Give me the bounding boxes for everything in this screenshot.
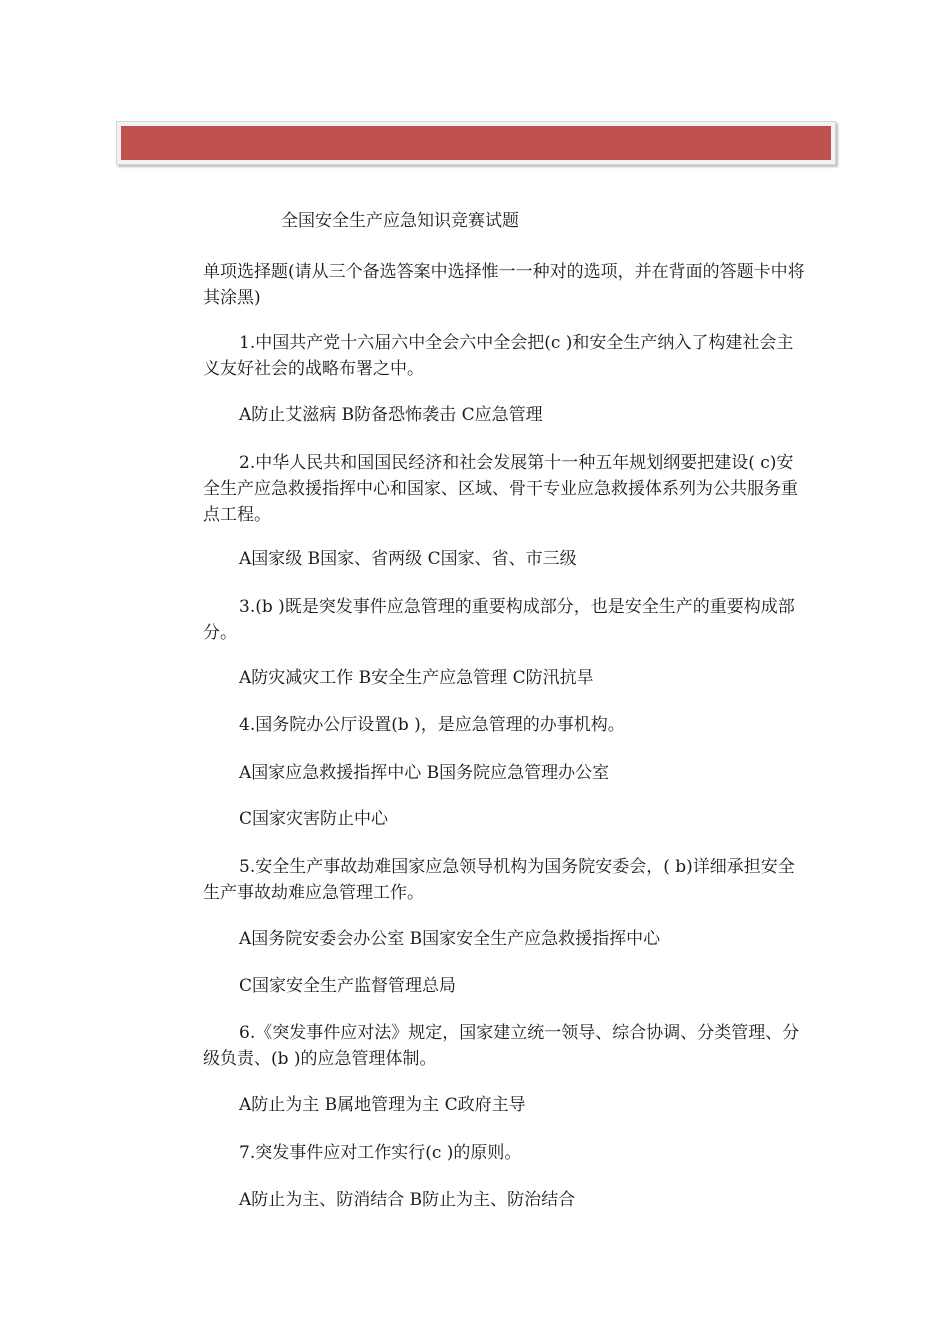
question-2-options: A国家级 B国家、省两级 C国家、省、市三级 (239, 549, 577, 569)
question-4-options-line-2: C国家灾害防止中心 (239, 809, 389, 829)
question-6: 6.《突发事件应对法》规定，国家建立统一领导、综合协调、分类管理、分级负责、(b )的应急管理体制。 (203, 1023, 800, 1069)
question-5-options-line-2: C国家安全生产监督管理总局 (239, 976, 457, 996)
question-4-options-line-1: A国家应急救援指挥中心 B国务院应急管理办公室 (239, 763, 610, 783)
question-5-options-line-1: A国务院安委会办公室 B国家安全生产应急救援指挥中心 (239, 929, 661, 949)
question-7-options: A防止为主、防消结合 B防止为主、防治结合 (239, 1190, 576, 1210)
header-banner-bar (121, 126, 831, 160)
instructions-text: 单项选择题(请从三个备选答案中选择惟一一种对的选项，并在背面的答题卡中将其涂黑) (203, 262, 805, 308)
question-1: 1.中国共产党十六届六中全会六中全会把(c )和安全生产纳入了构建社会主义友好社会的战略布署之中。 (203, 333, 794, 379)
question-2: 2.中华人民共和国国民经济和社会发展第十一种五年规划纲要把建设( c)安全生产应急救援指挥中心和国家、区域、骨干专业应急救援体系列为公共服务重点工程。 (203, 453, 798, 525)
header-banner (116, 121, 836, 165)
question-7: 7.突发事件应对工作实行(c )的原则。 (239, 1143, 522, 1163)
question-3-options: A防灾减灾工作 B安全生产应急管理 C防汛抗旱 (239, 668, 594, 688)
question-5: 5.安全生产事故劫难国家应急领导机构为国务院安委会，( b)详细承担安全生产事故劫难应急管理工作。 (203, 857, 795, 903)
question-1-options: A防止艾滋病 B防备恐怖袭击 C应急管理 (239, 405, 543, 425)
question-3: 3.(b )既是突发事件应急管理的重要构成部分，也是安全生产的重要构成部分。 (203, 597, 795, 643)
question-4: 4.国务院办公厅设置(b )，是应急管理的办事机构。 (239, 715, 625, 735)
question-6-options: A防止为主 B属地管理为主 C政府主导 (239, 1095, 526, 1115)
document-title: 全国安全生产应急知识竞赛试题 (281, 211, 519, 231)
